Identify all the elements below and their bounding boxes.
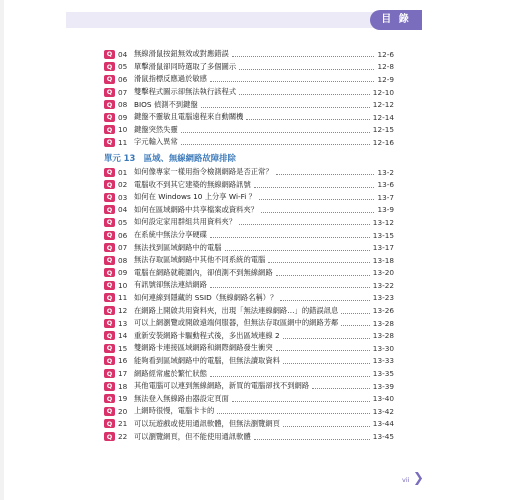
dot-leader	[341, 308, 369, 314]
q-badge-icon: Q	[104, 88, 115, 97]
q-badge-icon: Q	[104, 125, 115, 134]
q-badge-icon: Q	[104, 331, 115, 340]
dot-leader	[239, 89, 370, 95]
entry-title: 重新安裝網路卡驅動程式後，多出區域連線 2	[134, 330, 280, 340]
dot-leader	[254, 434, 370, 440]
dot-leader	[283, 421, 370, 427]
entry-number: 05	[118, 217, 128, 227]
entry-number: 06	[118, 74, 128, 84]
entry-page: 13-30	[372, 343, 394, 353]
entry-page: 13-20	[372, 268, 394, 278]
toc-entry[interactable]	[104, 367, 394, 380]
q-badge-icon: Q	[104, 306, 115, 315]
toc-entry[interactable]	[104, 304, 394, 317]
entry-number: 07	[118, 87, 128, 97]
entry-number: 22	[118, 432, 128, 442]
toc-entry[interactable]	[104, 166, 394, 179]
q-badge-icon: Q	[104, 419, 115, 428]
dot-leader	[261, 207, 374, 213]
toc-entry[interactable]	[104, 342, 394, 355]
entry-title: 有訊號卻無法連結網路	[134, 280, 207, 290]
entry-title: 如何在區域網路中共享檔案或資料夾？	[134, 204, 259, 214]
dot-leader	[341, 320, 369, 326]
entry-title: 如何連線到隱藏的 SSID（無線網路名稱）？	[134, 292, 278, 302]
q-badge-icon: Q	[104, 205, 115, 214]
entry-page: 12-10	[372, 87, 394, 97]
q-badge-icon: Q	[104, 113, 115, 122]
entry-number: 15	[118, 343, 128, 353]
q-badge-icon: Q	[104, 432, 115, 441]
toc-entry[interactable]	[104, 392, 394, 405]
q-badge-icon: Q	[104, 281, 115, 290]
dot-leader	[181, 127, 370, 133]
dot-leader	[280, 295, 369, 301]
entry-number: 04	[118, 205, 128, 215]
section-heading: 單元 13 區域、無線網路故障排除	[104, 153, 236, 164]
entry-title: 如何像專家一樣用指令檢測網路是否正常？	[134, 167, 273, 177]
q-badge-icon: Q	[104, 100, 115, 109]
dot-leader	[259, 194, 374, 200]
entry-title: 鍵盤不靈敏且電腦遠程來自動關機	[134, 112, 244, 122]
entry-number: 21	[118, 419, 128, 429]
dot-leader	[276, 270, 370, 276]
entry-title: 電腦收不到其它建築的無線網路訊號	[134, 179, 251, 189]
dot-leader	[217, 408, 370, 414]
dot-leader	[210, 371, 370, 377]
q-badge-icon: Q	[104, 75, 115, 84]
entry-number: 05	[118, 62, 128, 72]
page-edge	[0, 0, 4, 500]
entry-number: 03	[118, 192, 128, 202]
entry-page: 13-17	[372, 243, 394, 253]
q-badge-icon: Q	[104, 168, 115, 177]
entry-page: 13-18	[372, 255, 394, 265]
entry-title: 可以上網瀏覽或開啟遠端伺服器，但無法存取區網中的網路芳鄰	[134, 318, 339, 328]
toc-entry[interactable]	[104, 430, 394, 443]
toc-entry[interactable]	[104, 136, 394, 149]
entry-number: 13	[118, 318, 128, 328]
entry-page: 13-39	[372, 381, 394, 391]
entry-title: 雙網路卡連接區域網路和網際網路發生衝突	[134, 343, 273, 353]
toc-entry[interactable]	[104, 267, 394, 280]
q-badge-icon: Q	[104, 356, 115, 365]
toc-entry[interactable]	[104, 241, 394, 254]
toc-entry[interactable]	[104, 317, 394, 330]
dot-leader	[210, 232, 370, 238]
entry-number: 11	[118, 137, 128, 147]
entry-number: 08	[118, 100, 128, 110]
toc-entry[interactable]	[104, 111, 394, 124]
entry-page: 12-16	[372, 137, 394, 147]
entry-number: 18	[118, 381, 128, 391]
toc-header-tab: 目 錄	[370, 10, 422, 30]
entry-page: 12-8	[377, 62, 394, 72]
entry-number: 12	[118, 306, 128, 316]
dot-leader	[225, 245, 370, 251]
q-badge-icon: Q	[104, 369, 115, 378]
q-badge-icon: Q	[104, 243, 115, 252]
toc-entry[interactable]	[104, 48, 394, 61]
toc-group-unit-12	[104, 48, 394, 149]
entry-title: 鍵盤突然失靈	[134, 124, 178, 134]
entry-page: 13-6	[377, 180, 394, 190]
q-badge-icon: Q	[104, 293, 115, 302]
entry-number: 19	[118, 394, 128, 404]
entry-page: 13-9	[377, 205, 394, 215]
q-badge-icon: Q	[104, 344, 115, 353]
entry-page: 13-26	[372, 306, 394, 316]
toc-entry[interactable]	[104, 216, 394, 229]
toc-entry[interactable]	[104, 86, 394, 99]
toc-entry[interactable]	[104, 380, 394, 393]
dot-leader	[254, 182, 375, 188]
toc-entry[interactable]	[104, 98, 394, 111]
entry-title: 無法登入無線路由器設定頁面	[134, 393, 229, 403]
entry-number: 11	[118, 293, 128, 303]
entry-page: 12-9	[377, 74, 394, 84]
entry-page: 13-7	[377, 192, 394, 202]
q-badge-icon: Q	[104, 319, 115, 328]
dot-leader	[283, 358, 370, 364]
entry-title: 字元輸入異常	[134, 137, 178, 147]
entry-page: 12-15	[372, 125, 394, 135]
entry-title: 在網路上開啟共用資料夾，出現「無法連線網路…」的錯誤訊息	[134, 305, 339, 315]
dot-leader	[201, 102, 370, 108]
entry-title: 如何在 Windows 10 上分享 Wi-Fi ？	[134, 192, 256, 202]
entry-title: 在系統中無法分享硬碟	[134, 230, 207, 240]
entry-title: 可以瀏覽網頁，但不能使用通訊軟體	[134, 431, 251, 441]
entry-title: 能夠看到區域網路中的電腦，但無法讀取資料	[134, 355, 280, 365]
entry-title: 無線滑鼠按鈕無效或對應錯誤	[134, 49, 229, 59]
dot-leader	[232, 396, 370, 402]
next-page-chevron-icon: ❯	[413, 471, 424, 486]
entry-number: 01	[118, 167, 128, 177]
entry-number: 02	[118, 180, 128, 190]
toc-entry[interactable]	[104, 204, 394, 217]
entry-title: 單擊滑鼠卻同時選取了多個圖示	[134, 61, 237, 71]
entry-title: 電腦在網路就範圍內，卻偵測不到無線網路	[134, 267, 273, 277]
dot-leader	[210, 76, 374, 82]
toc-entry[interactable]	[104, 405, 394, 418]
q-badge-icon: Q	[104, 138, 115, 147]
entry-page: 13-40	[372, 394, 394, 404]
entry-title: BIOS 偵測不到鍵盤	[134, 99, 198, 109]
q-badge-icon: Q	[104, 62, 115, 71]
entry-number: 10	[118, 280, 128, 290]
toc-entry[interactable]	[104, 178, 394, 191]
entry-page: 13-45	[372, 432, 394, 442]
entry-title: 滑鼠指標反應過於敏感	[134, 74, 207, 84]
q-badge-icon: Q	[104, 180, 115, 189]
toc-group-unit-13	[104, 166, 394, 443]
toc-list	[104, 48, 394, 443]
entry-title: 其他電腦可以連到無線網路，新買的電腦卻找不到網路	[134, 381, 310, 391]
entry-number: 06	[118, 230, 128, 240]
q-badge-icon: Q	[104, 394, 115, 403]
page-number: vii	[402, 476, 410, 484]
entry-page: 13-28	[372, 318, 394, 328]
toc-entry[interactable]	[104, 73, 394, 86]
dot-leader	[268, 257, 369, 263]
dot-leader	[181, 139, 370, 145]
dot-leader	[276, 169, 375, 175]
toc-entry[interactable]	[104, 292, 394, 305]
entry-title: 網路經常處於繁忙狀態	[134, 368, 207, 378]
entry-page: 13-15	[372, 230, 394, 240]
entry-page: 13-2	[377, 167, 394, 177]
entry-page: 12-14	[372, 112, 394, 122]
q-badge-icon: Q	[104, 231, 115, 240]
dot-leader	[239, 64, 374, 70]
entry-number: 09	[118, 112, 128, 122]
entry-page: 13-33	[372, 356, 394, 366]
dot-leader	[312, 383, 370, 389]
entry-number: 07	[118, 243, 128, 253]
entry-page: 13-44	[372, 419, 394, 429]
q-badge-icon: Q	[104, 256, 115, 265]
entry-title: 雙擊程式圖示卻無法執行該程式	[134, 87, 237, 97]
entry-title: 如何設定家用群組共用資料夾？	[134, 217, 237, 227]
entry-page: 13-22	[372, 280, 394, 290]
entry-page: 13-28	[372, 331, 394, 341]
entry-number: 08	[118, 255, 128, 265]
entry-title: 上網時很慢，電腦卡卡的	[134, 406, 215, 416]
entry-number: 10	[118, 125, 128, 135]
header-band	[66, 12, 422, 28]
dot-leader	[232, 51, 375, 57]
q-badge-icon: Q	[104, 268, 115, 277]
toc-entry[interactable]	[104, 279, 394, 292]
toc-entry[interactable]	[104, 191, 394, 204]
q-badge-icon: Q	[104, 193, 115, 202]
q-badge-icon: Q	[104, 407, 115, 416]
entry-number: 20	[118, 406, 128, 416]
entry-title: 無法存取區域網路中其他不同系統的電腦	[134, 255, 266, 265]
toc-entry[interactable]	[104, 418, 394, 431]
entry-title: 無法找到區域網路中的電腦	[134, 242, 222, 252]
entry-number: 14	[118, 331, 128, 341]
entry-page: 13-12	[372, 217, 394, 227]
toc-entry[interactable]	[104, 61, 394, 74]
q-badge-icon: Q	[104, 50, 115, 59]
entry-page: 12-12	[372, 100, 394, 110]
toc-entry[interactable]	[104, 229, 394, 242]
dot-leader	[276, 345, 370, 351]
dot-leader	[283, 333, 370, 339]
dot-leader	[239, 219, 370, 225]
entry-number: 04	[118, 49, 128, 59]
entry-page: 13-35	[372, 369, 394, 379]
q-badge-icon: Q	[104, 382, 115, 391]
toc-entry[interactable]	[104, 124, 394, 137]
dot-leader	[246, 114, 369, 120]
entry-page: 13-42	[372, 406, 394, 416]
entry-number: 09	[118, 268, 128, 278]
entry-number: 17	[118, 369, 128, 379]
entry-page: 13-23	[372, 293, 394, 303]
entry-page: 12-6	[377, 49, 394, 59]
entry-title: 可以玩遊戲或使用通訊軟體，但無法瀏覽網頁	[134, 418, 280, 428]
entry-number: 16	[118, 356, 128, 366]
dot-leader	[210, 282, 370, 288]
q-badge-icon: Q	[104, 218, 115, 227]
toc-entry[interactable]	[104, 355, 394, 368]
toc-entry[interactable]	[104, 329, 394, 342]
toc-entry[interactable]	[104, 254, 394, 267]
